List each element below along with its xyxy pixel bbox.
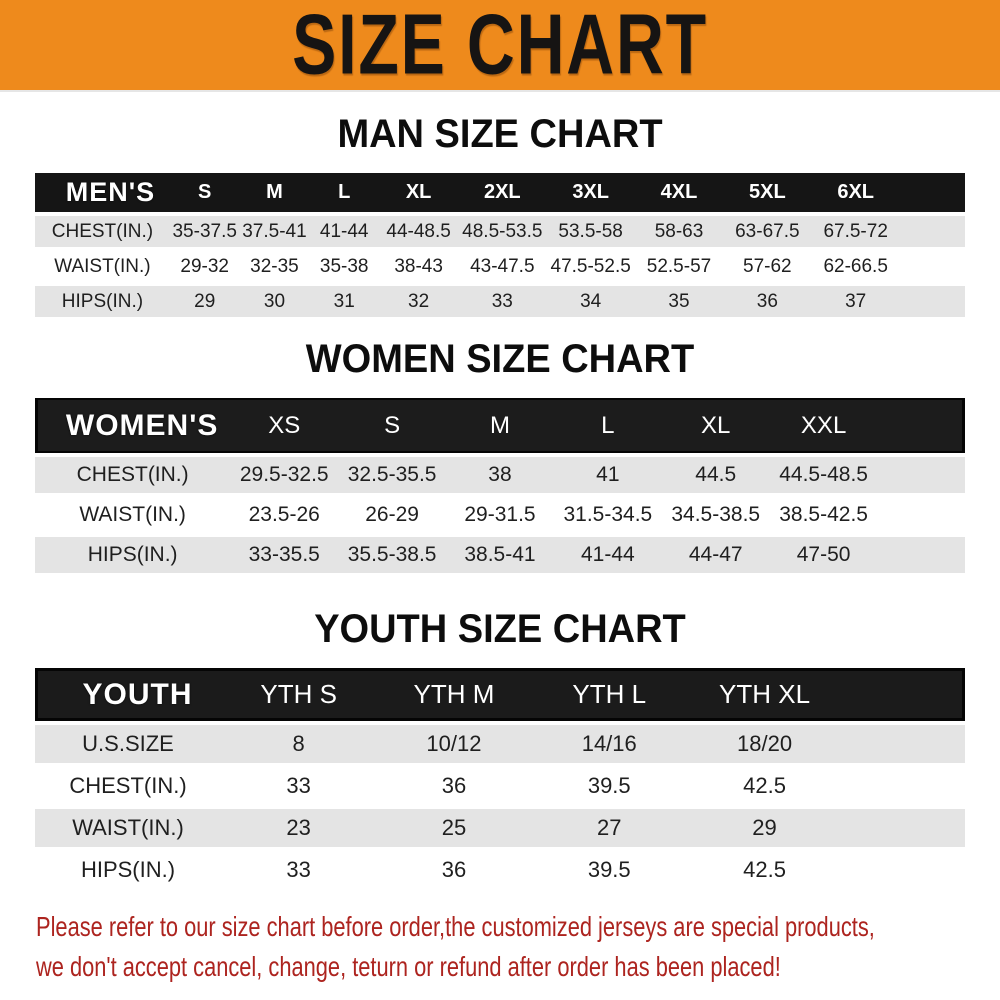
youth-size-col-header: YTH M	[376, 668, 531, 721]
size-value: 52.5-57	[635, 251, 723, 282]
size-value: 25	[376, 809, 531, 847]
size-value: 34.5-38.5	[662, 497, 770, 533]
size-value: 33	[221, 767, 376, 805]
row-spacer	[900, 286, 965, 317]
row-label: HIPS(IN.)	[35, 286, 170, 317]
men-waist-row	[35, 251, 965, 282]
row-spacer	[900, 251, 965, 282]
size-value: 35	[635, 286, 723, 317]
size-value: 34	[546, 286, 634, 317]
size-value: 27	[532, 809, 687, 847]
women-group-label: WOMEN'S	[35, 398, 230, 453]
row-label: HIPS(IN.)	[35, 537, 230, 573]
size-value: 39.5	[532, 851, 687, 889]
youth-chest-row	[35, 767, 965, 805]
header-spacer	[900, 173, 965, 212]
men-size-col-header: 6XL	[812, 173, 900, 212]
women-size-table	[35, 394, 965, 577]
size-value: 31	[309, 286, 379, 317]
size-value: 32.5-35.5	[338, 457, 446, 493]
size-value: 63-67.5	[723, 216, 811, 247]
size-value: 32	[379, 286, 458, 317]
size-value: 58-63	[635, 216, 723, 247]
header-spacer	[878, 398, 965, 453]
women-header-row	[35, 398, 965, 453]
size-value: 8	[221, 725, 376, 763]
row-label: HIPS(IN.)	[35, 851, 221, 889]
row-label: U.S.SIZE	[35, 725, 221, 763]
size-value: 47.5-52.5	[546, 251, 634, 282]
size-value: 44.5	[662, 457, 770, 493]
size-value: 23.5-26	[230, 497, 338, 533]
men-group-label: MEN'S	[35, 173, 170, 212]
size-value: 41	[554, 457, 662, 493]
size-value: 36	[376, 851, 531, 889]
row-label: CHEST(IN.)	[35, 216, 170, 247]
size-value: 62-66.5	[812, 251, 900, 282]
size-value: 38-43	[379, 251, 458, 282]
size-value: 53.5-58	[546, 216, 634, 247]
row-label: WAIST(IN.)	[35, 251, 170, 282]
size-value: 35.5-38.5	[338, 537, 446, 573]
men-size-col-header: 4XL	[635, 173, 723, 212]
row-spacer	[842, 767, 965, 805]
size-value: 35-37.5	[170, 216, 240, 247]
women-hips-row	[35, 537, 965, 573]
youth-section-heading: YOUTH SIZE CHART	[314, 607, 686, 651]
disclaimer-text	[36, 907, 875, 987]
women-size-col-header: M	[446, 398, 554, 453]
size-value: 44-47	[662, 537, 770, 573]
size-value: 44.5-48.5	[770, 457, 878, 493]
women-size-col-header: XS	[230, 398, 338, 453]
row-label: CHEST(IN.)	[35, 767, 221, 805]
men-size-table	[35, 169, 965, 321]
size-value: 14/16	[532, 725, 687, 763]
youth-ussize-row	[35, 725, 965, 763]
youth-size-col-header: YTH L	[532, 668, 687, 721]
size-chart-banner	[0, 0, 1000, 92]
size-value: 30	[240, 286, 310, 317]
women-waist-row	[35, 497, 965, 533]
size-value: 47-50	[770, 537, 878, 573]
banner-title: SIZE CHART	[292, 0, 708, 93]
youth-group-label: YOUTH	[35, 668, 221, 721]
header-spacer	[842, 668, 965, 721]
youth-waist-row	[35, 809, 965, 847]
size-value: 48.5-53.5	[458, 216, 546, 247]
size-value: 67.5-72	[812, 216, 900, 247]
youth-size-col-header: YTH S	[221, 668, 376, 721]
size-value: 29.5-32.5	[230, 457, 338, 493]
size-value: 32-35	[240, 251, 310, 282]
youth-size-col-header: YTH XL	[687, 668, 842, 721]
size-value: 33	[221, 851, 376, 889]
size-value: 18/20	[687, 725, 842, 763]
size-value: 29-32	[170, 251, 240, 282]
size-value: 31.5-34.5	[554, 497, 662, 533]
row-label: WAIST(IN.)	[35, 809, 221, 847]
size-value: 38	[446, 457, 554, 493]
women-size-col-header: L	[554, 398, 662, 453]
size-value: 38.5-41	[446, 537, 554, 573]
size-value: 29-31.5	[446, 497, 554, 533]
men-header-row	[35, 173, 965, 212]
size-value: 23	[221, 809, 376, 847]
size-value: 36	[376, 767, 531, 805]
row-spacer	[878, 497, 965, 533]
men-size-col-header: S	[170, 173, 240, 212]
size-value: 42.5	[687, 851, 842, 889]
size-value: 29	[687, 809, 842, 847]
row-spacer	[878, 537, 965, 573]
row-spacer	[842, 851, 965, 889]
size-value: 10/12	[376, 725, 531, 763]
size-value: 57-62	[723, 251, 811, 282]
size-value: 33	[458, 286, 546, 317]
men-hips-row	[35, 286, 965, 317]
men-section-heading: MAN SIZE CHART	[337, 112, 663, 156]
disclaimer-line-1: Please refer to our size chart before order,the customized jerseys are special products,	[36, 911, 875, 942]
row-label: CHEST(IN.)	[35, 457, 230, 493]
row-spacer	[900, 216, 965, 247]
size-value: 29	[170, 286, 240, 317]
size-value: 42.5	[687, 767, 842, 805]
men-size-col-header: 3XL	[546, 173, 634, 212]
size-value: 33-35.5	[230, 537, 338, 573]
size-value: 43-47.5	[458, 251, 546, 282]
men-size-col-header: L	[309, 173, 379, 212]
size-value: 37	[812, 286, 900, 317]
youth-header-row	[35, 668, 965, 721]
size-value: 44-48.5	[379, 216, 458, 247]
men-size-col-header: 2XL	[458, 173, 546, 212]
women-size-col-header: XXL	[770, 398, 878, 453]
size-value: 41-44	[554, 537, 662, 573]
size-value: 26-29	[338, 497, 446, 533]
size-value: 39.5	[532, 767, 687, 805]
men-chest-row	[35, 216, 965, 247]
women-size-col-header: XL	[662, 398, 770, 453]
size-value: 41-44	[309, 216, 379, 247]
row-spacer	[878, 457, 965, 493]
men-size-col-header: 5XL	[723, 173, 811, 212]
women-size-col-header: S	[338, 398, 446, 453]
size-value: 35-38	[309, 251, 379, 282]
size-value: 38.5-42.5	[770, 497, 878, 533]
row-spacer	[842, 725, 965, 763]
women-section-heading: WOMEN SIZE CHART	[305, 337, 695, 381]
women-chest-row	[35, 457, 965, 493]
size-value: 36	[723, 286, 811, 317]
youth-hips-row	[35, 851, 965, 889]
disclaimer-line-2: we don't accept cancel, change, teturn or refund after order has been placed!	[36, 951, 781, 982]
men-size-col-header: M	[240, 173, 310, 212]
men-size-col-header: XL	[379, 173, 458, 212]
size-value: 37.5-41	[240, 216, 310, 247]
row-spacer	[842, 809, 965, 847]
youth-size-table	[35, 664, 965, 893]
row-label: WAIST(IN.)	[35, 497, 230, 533]
